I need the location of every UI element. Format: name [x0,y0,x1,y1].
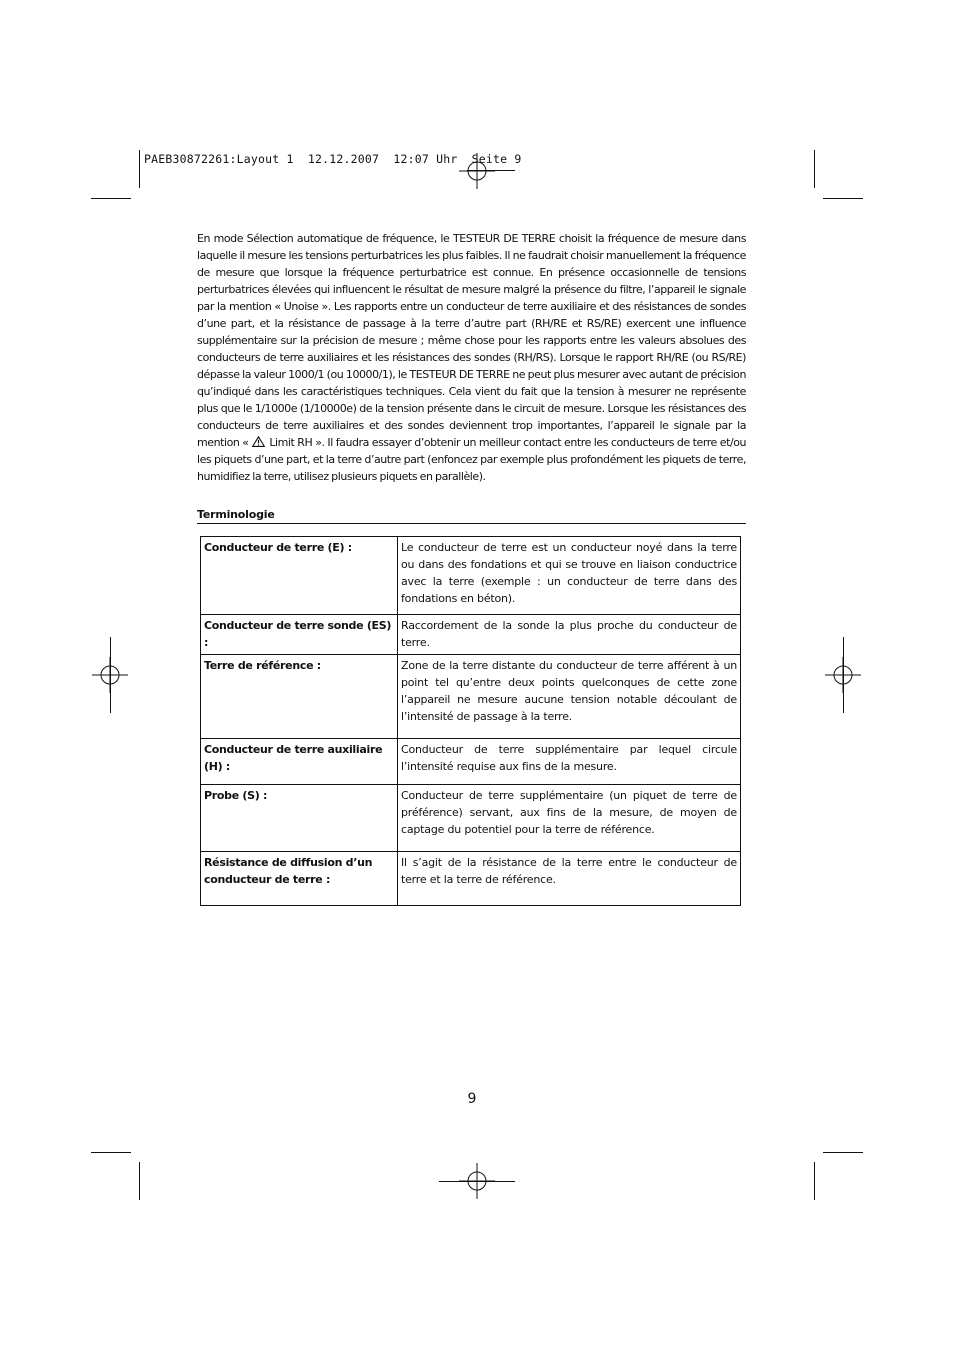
term-cell: Terre de référence : [201,655,398,739]
registration-line-left [110,637,111,713]
definition-cell: Le conducteur de terre est un conducteur noyé dans la terre ou dans des fondations et qui se trouve en liaison conductrice avec la terre (exemple : un conducteur de terre dans des fondations en béton). [398,537,741,615]
table-row [201,655,741,739]
crop-mark-top-left-v [139,150,140,188]
crop-mark-top-right-v [814,150,815,188]
crop-mark-top-right-h [823,198,863,199]
registration-line-right [843,637,844,713]
crop-mark-bottom-right-v [814,1162,815,1200]
term-cell: Conducteur de terre (E) : [201,537,398,615]
terminology-table [200,536,741,906]
table-row [201,537,741,615]
body-text-part-1: En mode Sélection automatique de fréquence, le TESTEUR DE TERRE choisit la fréquence de mesure dans laquelle il mesure les tensions perturbatrices les plus faibles. Il ne faudrait choisir manuellement la fréquence de mesure que lorsque la fréquence perturbatrice est connue. En présence occasionnelle de tensions perturbatrices élevées qui influencent le résultat de mesure malgré la présence du filtre, l’appareil le signale par la mention « Unoise ». Les rapports entre un conducteur de terre auxiliaire et des résistances de sondes d’une part, et la résistance de passage à la terre d’autre part (RH/RE et RS/RE) exercent une influence supplémentaire sur la précision de mesure ; même chose pour les rapports entre les valeurs absolues des conducteurs de terre auxiliaires et les résistances des sondes (RH/RS). Lorsque le rapport RH/RE (ou RS/RE) dépasse la valeur 1000/1 (ou 10000/1), le TESTEUR DE TERRE ne peut plus mesurer avec autant de précision qu’indiqué dans les caractéristiques techniques. Cela vient du fait que la tension à mesurer ne représente plus que le 1/1000e (1/10000e) de la tension présente dans le circuit de mesure. Lorsque les résistances des conducteurs de terre auxiliaires et des sondes deviennent trop importantes, l’appareil le signale par la mention « [197,232,746,449]
crop-mark-top-left-h [91,198,131,199]
definition-cell: Raccordement de la sonde la plus proche du conducteur de terre. [398,615,741,655]
table-row [201,739,741,785]
registration-line-bottom [439,1181,515,1182]
table-row [201,852,741,906]
term-cell: Conducteur de terre auxiliaire (H) : [201,739,398,785]
page-number: 9 [467,1091,477,1107]
crop-mark-bottom-right-h [823,1152,863,1153]
terminology-heading: Terminologie [197,508,746,524]
table-row [201,785,741,852]
definition-cell: Zone de la terre distante du conducteur de terre afférent à un point tel qu’entre deux points quelconques de cette zone l’appareil ne mesure aucune tension notable découlant de l’intensité de passage à la terre. [398,655,741,739]
definition-cell: Conducteur de terre supplémentaire (un piquet de terre de préférence) servant, aux fins de la mesure, de moyen de captage du potentiel pour la terre de référence. [398,785,741,852]
body-paragraph [197,230,746,485]
table-row [201,615,741,655]
definition-cell: Conducteur de terre supplémentaire par lequel circule l’intensité requise aux fins de la mesure. [398,739,741,785]
term-cell: Résistance de diffusion d’un conducteur de terre : [201,852,398,906]
term-cell: Probe (S) : [201,785,398,852]
body-text-part-2: Limit RH ». Il faudra essayer d’obtenir un meilleur contact entre les conducteurs de terre et/ou les piquets d’une part, et la terre d’autre part (enfoncez par exemple plus profondément les piquets de terre, humidifiez la terre, utilisez plusieurs piquets en parallèle). [197,436,747,483]
registration-mark-top [459,153,495,189]
printer-slug-line: PAEB30872261:Layout 1 12.12.2007 12:07 Uhr Seite 9 [144,152,522,166]
definition-cell: Il s’agit de la résistance de la terre entre le conducteur de terre et la terre de référence. [398,852,741,906]
term-cell: Conducteur de terre sonde (ES) : [201,615,398,655]
crop-mark-bottom-left-v [139,1162,140,1200]
warning-triangle-icon [252,436,265,447]
crop-mark-bottom-left-h [91,1152,131,1153]
